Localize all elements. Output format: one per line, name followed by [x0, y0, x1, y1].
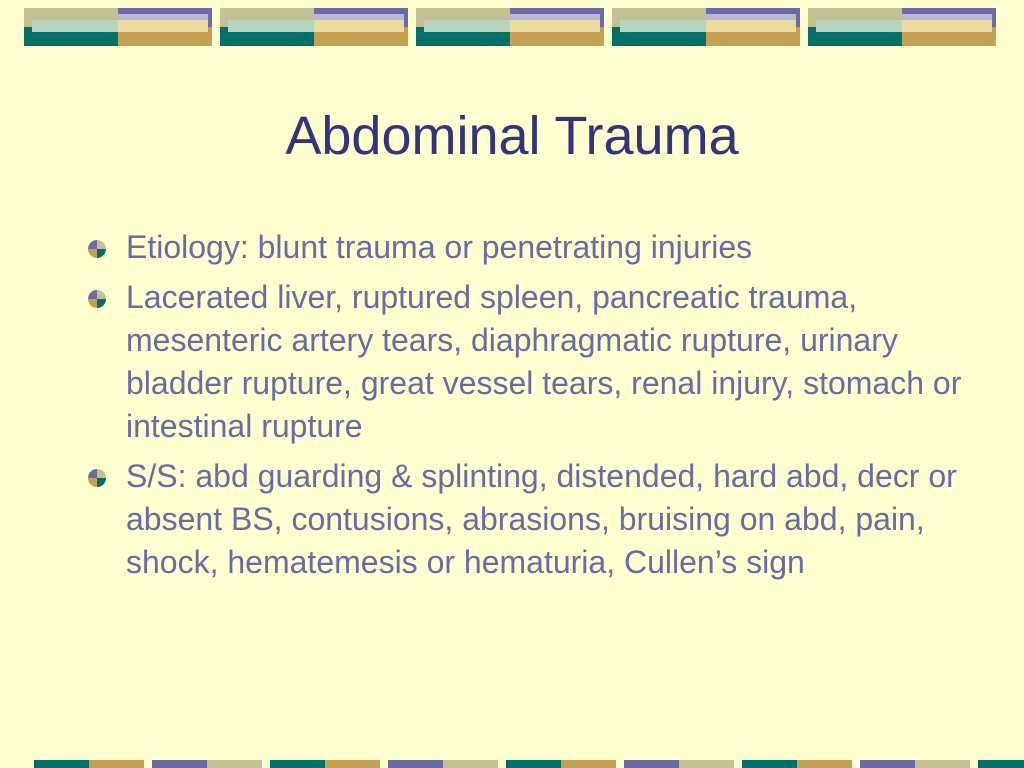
border-segment [679, 760, 734, 768]
border-segment [978, 760, 1024, 768]
quartered-circle-bullet-icon [88, 469, 106, 487]
border-segment [388, 760, 443, 768]
border-tile [808, 8, 996, 46]
bullet-item [86, 276, 966, 448]
border-tile [612, 8, 800, 46]
border-tile [24, 8, 212, 46]
border-segment [860, 760, 915, 768]
bullet-list [86, 226, 966, 591]
bullet-text: Lacerated liver, ruptured spleen, pancreatic trauma, mesenteric artery tears, diaphragmatic rupture, urinary bladder rupture, great vessel tears, renal injury, stomach or intestinal rupture [126, 279, 962, 444]
border-segment [624, 760, 679, 768]
border-segment [742, 760, 797, 768]
border-tile [416, 8, 604, 46]
bullet-item [86, 455, 966, 584]
border-segment [915, 760, 970, 768]
border-segment [207, 760, 262, 768]
top-decorative-border [0, 0, 1024, 50]
border-segment [152, 760, 207, 768]
bullet-item [86, 226, 966, 269]
border-segment [443, 760, 498, 768]
slide-title: Abdominal Trauma [285, 106, 739, 166]
border-segment [506, 760, 561, 768]
bullet-text: Etiology: blunt trauma or penetrating injuries [126, 229, 753, 265]
border-segment [270, 760, 325, 768]
bullet-text: S/S: abd guarding & splinting, distended, hard abd, decr or absent BS, contusions, abrasions, bruising on abd, pain, shock, hematemesis or hematuria, Cullen’s sign [126, 458, 957, 580]
quartered-circle-bullet-icon [88, 240, 106, 258]
border-segment [34, 760, 89, 768]
quartered-circle-bullet-icon [88, 290, 106, 308]
border-segment [325, 760, 380, 768]
border-segment [561, 760, 616, 768]
border-tile [220, 8, 408, 46]
bottom-decorative-border [0, 760, 1024, 768]
border-segment [797, 760, 852, 768]
border-segment [89, 760, 144, 768]
